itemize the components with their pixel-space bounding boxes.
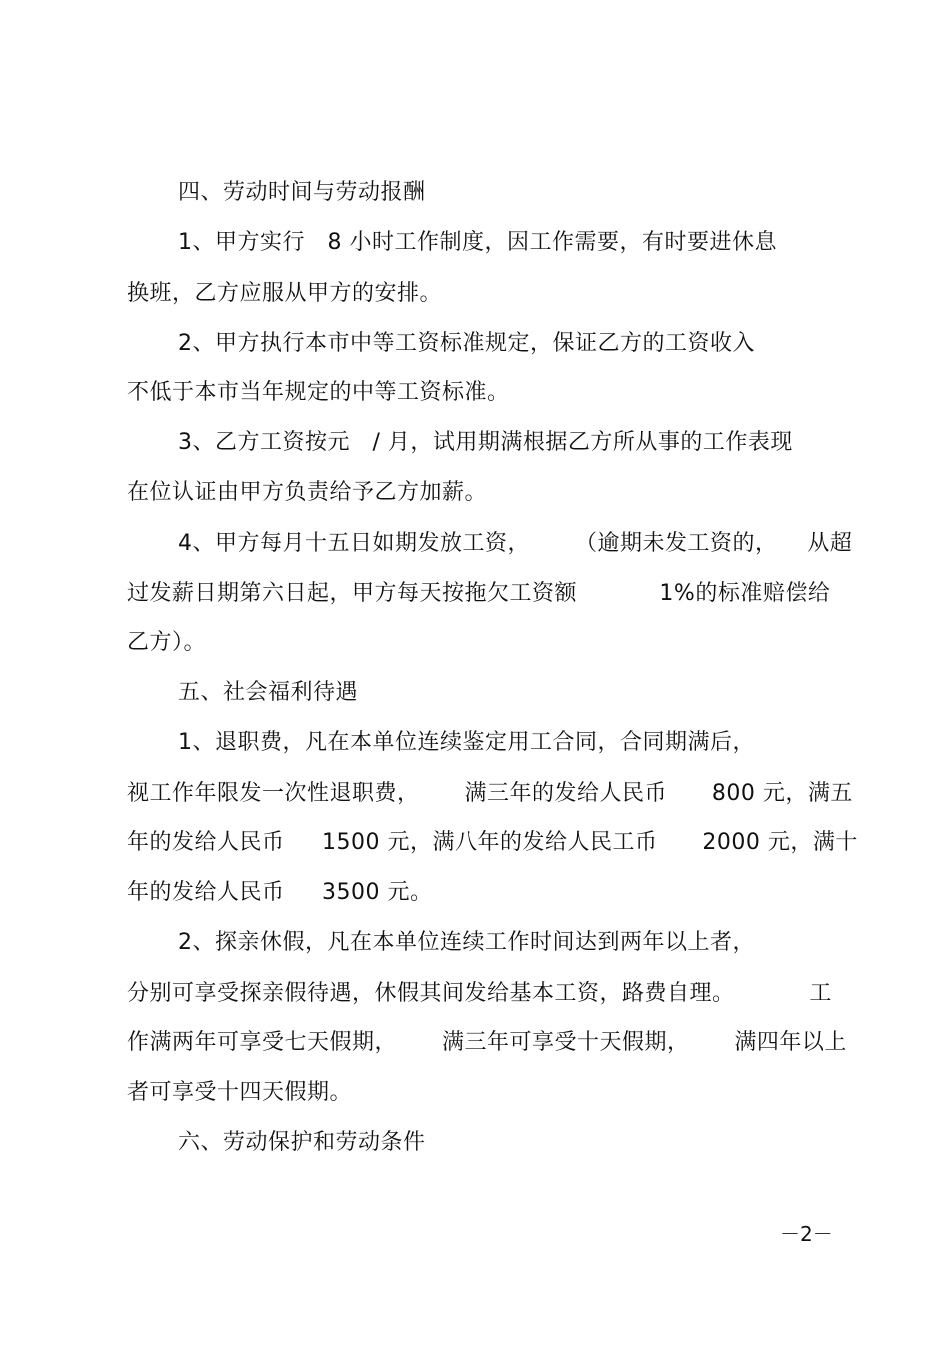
section-heading-work-time: 四、劳动时间与劳动报酬 bbox=[178, 180, 426, 205]
paragraph-line: 乙方）。 bbox=[127, 630, 207, 655]
paragraph-line: 过发薪日期第六日起，甲方每天按拖欠工资额 1%的标准赔偿给 bbox=[127, 581, 831, 606]
page-number: －2－ bbox=[780, 1222, 833, 1246]
paragraph-line: 视工作年限发一次性退职费， 满三年的发给人民币 800 元，满五 bbox=[127, 781, 853, 806]
paragraph-line: 年的发给人民币 3500 元。 bbox=[127, 880, 433, 905]
paragraph-line: 3、乙方工资按元 / 月，试用期满根据乙方所从事的工作表现 bbox=[178, 430, 793, 455]
paragraph-line: 1、甲方实行 8 小时工作制度，因工作需要，有时要进休息 bbox=[178, 230, 777, 255]
paragraph-line: 2、探亲休假，凡在本单位连续工作时间达到两年以上者， bbox=[178, 930, 755, 955]
paragraph-line: 不低于本市当年规定的中等工资标准。 bbox=[127, 380, 510, 405]
paragraph-line: 分别可享受探亲假待遇，休假其间发给基本工资，路费自理。 工 bbox=[127, 981, 832, 1006]
paragraph-line: 在位认证由甲方负责给予乙方加薪。 bbox=[127, 480, 488, 505]
paragraph-line: 作满两年可享受七天假期， 满三年可享受十天假期， 满四年以上 bbox=[127, 1030, 847, 1055]
paragraph-line: 者可享受十四天假期。 bbox=[127, 1080, 353, 1105]
section-heading-welfare: 五、社会福利待遇 bbox=[178, 680, 359, 705]
section-heading-labor-protection: 六、劳动保护和劳动条件 bbox=[178, 1130, 426, 1155]
paragraph-line: 2、甲方执行本市中等工资标准规定，保证乙方的工资收入 bbox=[178, 331, 755, 356]
paragraph-line: 年的发给人民币 1500 元，满八年的发给人民工币 2000 元，满十 bbox=[127, 830, 858, 855]
paragraph-line: 4、甲方每月十五日如期发放工资， （逾期未发工资的， 从超 bbox=[178, 531, 853, 556]
paragraph-line: 换班，乙方应服从甲方的安排。 bbox=[127, 281, 443, 306]
paragraph-line: 1、退职费，凡在本单位连续鉴定用工合同，合同期满后， bbox=[178, 730, 755, 755]
